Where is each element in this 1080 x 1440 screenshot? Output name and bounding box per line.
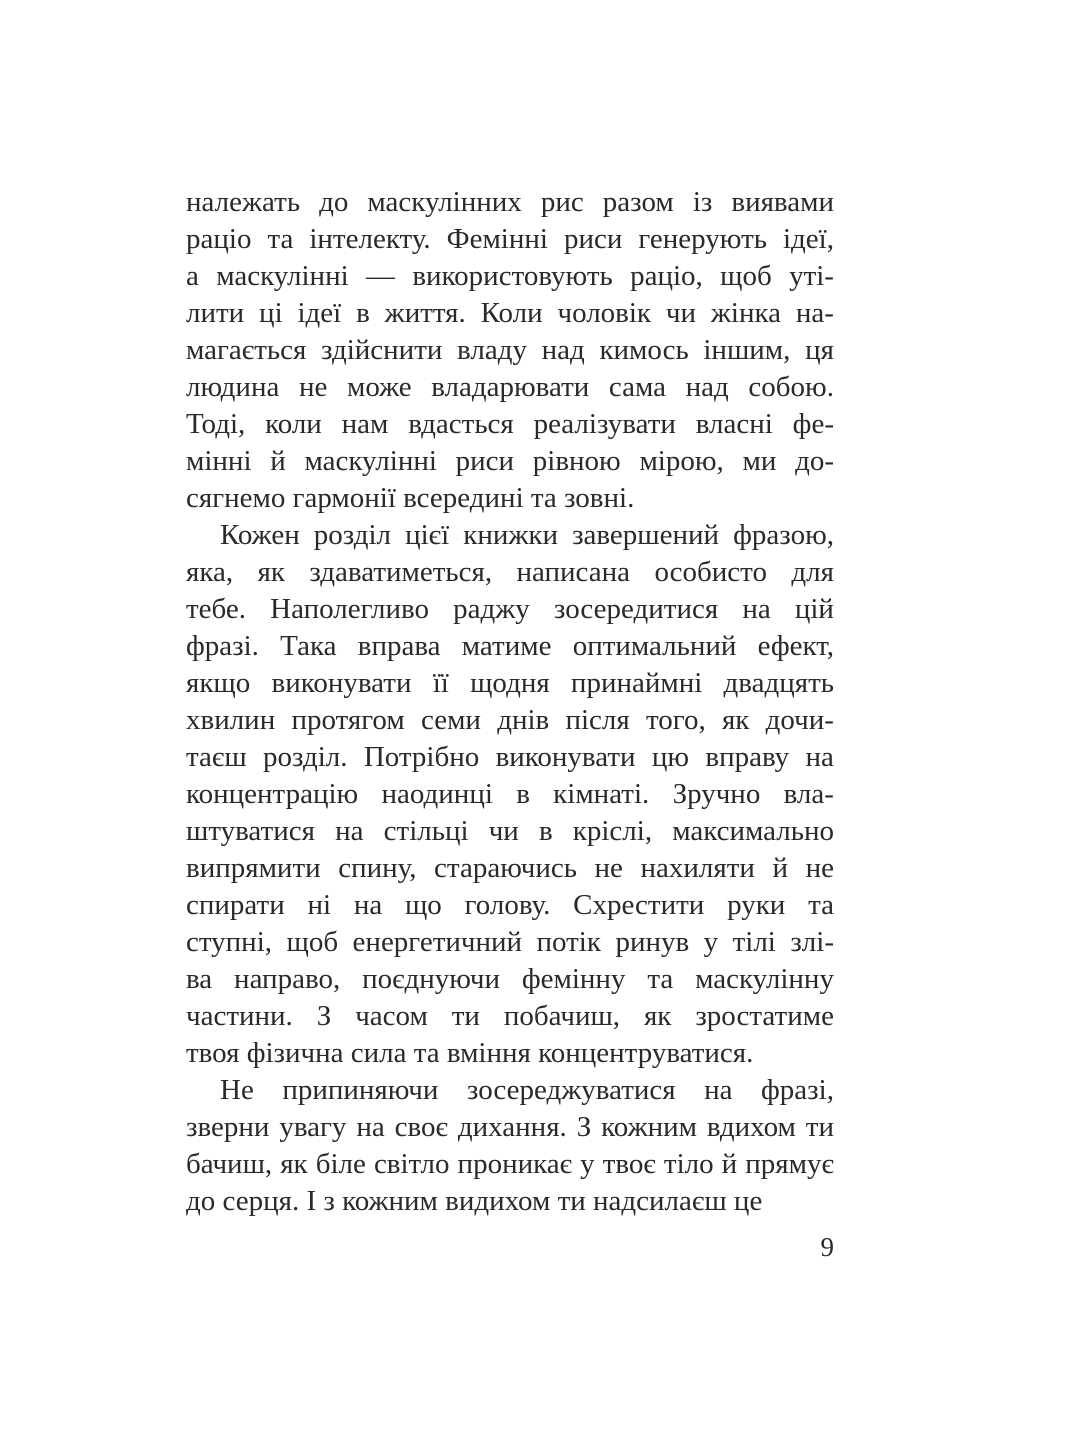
text-line: тебе. Наполегливо раджу зосередитися на цій	[186, 593, 834, 625]
text-line: яка, як здаватиметься, написана особисто для	[186, 556, 834, 588]
paragraph	[186, 1072, 834, 1220]
text-line: Тоді, коли нам вдасться реалізувати власні фе-	[186, 408, 834, 440]
text-line: частини. З часом ти побачиш, як зростатиме	[186, 1000, 834, 1032]
text-line: твоя фізична сила та вміння концентруватися.	[186, 1037, 754, 1069]
text-line: спирати ні на що голову. Схрестити руки та	[186, 889, 834, 921]
text-line: а маскулінні — використовують раціо, щоб уті-	[186, 260, 834, 292]
paragraph	[186, 517, 834, 1072]
text-line: магається здійснити владу над кимось іншим, ця	[186, 334, 834, 366]
text-line: раціо та інтелекту. Фемінні риси генерують ідеї,	[186, 223, 834, 255]
text-line: Не припиняючи зосереджуватися на фразі,	[220, 1074, 834, 1106]
text-line: концентрацію наодинці в кімнаті. Зручно вла-	[186, 778, 834, 810]
text-line: бачиш, як біле світло проникає у твоє тіло й прямує	[186, 1148, 834, 1180]
paragraph	[186, 184, 834, 517]
text-line: таєш розділ. Потрібно виконувати цю вправу на	[186, 741, 834, 773]
text-line: належать до маскулінних рис разом із виявами	[186, 186, 834, 218]
text-line: мінні й маскулінні риси рівною мірою, ми до-	[186, 445, 834, 477]
text-line: сягнемо гармонії всередині та зовні.	[186, 482, 635, 514]
text-line: людина не може владарювати сама над собою.	[186, 371, 834, 403]
text-line: штуватися на стільці чи в кріслі, максимально	[186, 815, 834, 847]
text-line: Кожен розділ цієї книжки завершений фразою,	[220, 519, 834, 551]
text-line: ва направо, поєднуючи фемінну та маскулінну	[186, 963, 834, 995]
text-line: фразі. Така вправа матиме оптимальний ефект,	[186, 630, 834, 662]
text-line: зверни увагу на своє дихання. З кожним вдихом ти	[186, 1111, 834, 1143]
text-line: лити ці ідеї в життя. Коли чоловік чи жінка на-	[186, 297, 834, 329]
text-line: хвилин протягом семи днів після того, як дочи-	[186, 704, 834, 736]
page-number: 9	[820, 1232, 834, 1262]
body-text	[186, 184, 834, 1220]
text-line: якщо виконувати її щодня принаймні двадцять	[186, 667, 834, 699]
text-line: до серця. І з кожним видихом ти надсилаєш це	[186, 1185, 763, 1217]
text-line: ступні, щоб енергетичний потік ринув у тілі злі-	[186, 926, 834, 958]
text-line: випрямити спину, стараючись не нахиляти й не	[186, 852, 834, 884]
